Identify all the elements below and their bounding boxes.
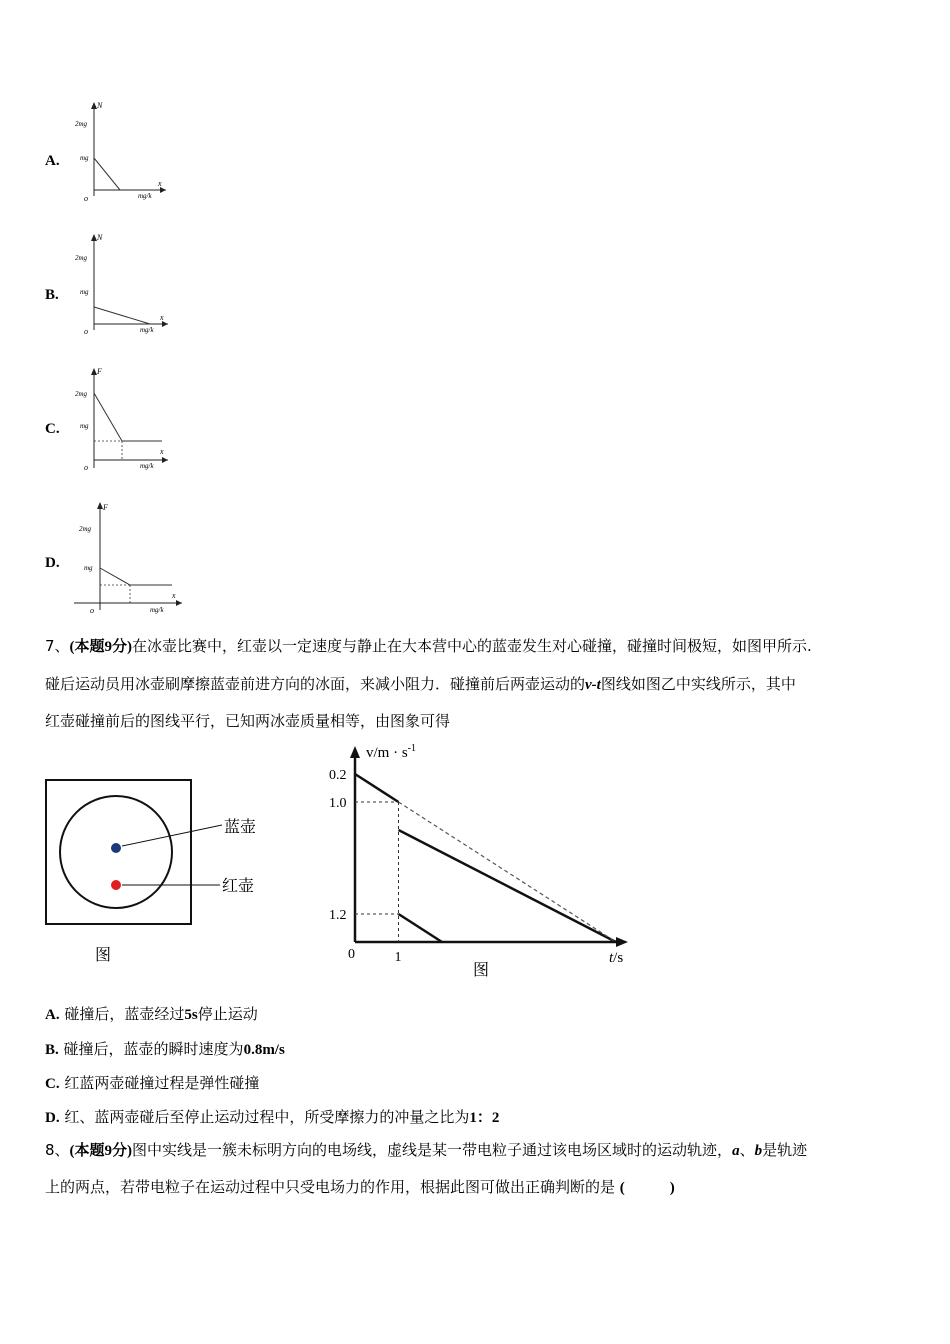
- q8-answer-blank[interactable]: ( ): [619, 1180, 675, 1196]
- blue-stone-label: 蓝壶: [224, 819, 257, 836]
- y-tick-label-0: 1.2: [329, 908, 347, 923]
- q8-line-1: 8、(本题9分)图中实线是一簇未标明方向的电场线，虚线是某一带电粒子通过该电场区域时的运动轨迹，a、b是轨迹: [45, 1141, 808, 1159]
- x-axis-arrow: [616, 937, 628, 947]
- origin-label: o: [90, 606, 94, 615]
- q7-line2b: 图线如图乙中实线所示，其中: [600, 675, 796, 693]
- series-red-extended: [399, 802, 617, 942]
- y-axis-label: N: [97, 101, 103, 110]
- series-blue-after: [399, 830, 617, 942]
- x-tick-mgk: mg/k: [138, 192, 152, 200]
- q8-points: (本题9分): [69, 1143, 133, 1159]
- q7-number: 7、: [45, 637, 70, 655]
- y-tick-mg: mg: [80, 154, 89, 162]
- y-tick-2mg: 2mg: [75, 120, 88, 128]
- x-tick-label-1: 1: [394, 950, 402, 965]
- y-tick-2mg: 2mg: [75, 390, 88, 398]
- vt-chart: [318, 740, 638, 982]
- y-tick-label-2: 0.2: [329, 768, 347, 783]
- y-tick-mg: mg: [84, 564, 93, 572]
- q7-vt: v-t: [585, 677, 601, 693]
- origin-label: o: [84, 327, 88, 336]
- q7-line-3: 红壶碰撞前后的图线平行，已知两冰壶质量相等，由图象可得: [45, 712, 451, 730]
- q7-line1-text: 在冰壶比赛中，红壶以一定速度与静止在大本营中心的蓝壶发生对心碰撞，碰撞时间极短，如图甲所示.: [132, 637, 812, 655]
- q8-number: 8、: [45, 1141, 70, 1159]
- q7-line2a: 碰后运动员用冰壶刷摩擦蓝壶前进方向的冰面，来减小阻力．碰撞前后两壶运动的: [45, 675, 586, 693]
- x-axis-label: x: [160, 447, 164, 456]
- q7-answer-a[interactable]: A. 碰撞后，蓝壶经过5s停止运动: [45, 1005, 258, 1023]
- y-axis-label: F: [103, 503, 108, 512]
- q7-answer-c[interactable]: C. 红蓝两壶碰撞过程是弹性碰撞: [45, 1074, 260, 1092]
- series-red-before: [355, 774, 399, 802]
- series-red-after: [399, 914, 443, 942]
- q8-point-b: b: [754, 1143, 763, 1159]
- x-axis-title: t/s: [609, 950, 624, 966]
- option-d-graph: [70, 498, 190, 620]
- option-d-letter: D.: [45, 555, 60, 571]
- option-a-letter: A.: [45, 153, 60, 169]
- y-axis-title: $v/m \cdot s^{-1}$: [366, 743, 417, 761]
- x-axis-label: x: [172, 591, 176, 600]
- option-c-letter: C.: [45, 421, 60, 437]
- x-tick-mgk: mg/k: [140, 326, 154, 334]
- q8-point-a: a: [732, 1143, 740, 1159]
- y-axis-label: F: [97, 367, 102, 376]
- y-tick-2mg: 2mg: [79, 525, 92, 533]
- q7-points: (本题9分): [69, 639, 133, 655]
- option-c-graph: [70, 364, 180, 474]
- q7-line-1: [45, 637, 812, 657]
- origin-label: o: [84, 194, 88, 203]
- option-a-graph: [70, 98, 180, 208]
- red-stone: [111, 880, 121, 890]
- origin-label: 0: [348, 947, 355, 962]
- option-b-graph: [70, 230, 180, 340]
- blue-stone: [111, 843, 121, 853]
- q8-line-2: 上的两点，若带电粒子在运动过程中只受电场力的作用，根据此图可做出正确判断的是 ( ): [45, 1178, 675, 1196]
- y-tick-2mg: 2mg: [75, 254, 88, 262]
- curling-figure: [40, 772, 280, 972]
- x-tick-mgk: mg/k: [150, 606, 164, 614]
- y-axis-arrow: [350, 746, 360, 758]
- q7-answer-d[interactable]: D. 红、蓝两壶碰后至停止运动过程中，所受摩擦力的冲量之比为1：2: [45, 1108, 500, 1126]
- y-tick-mg: mg: [80, 288, 89, 296]
- x-axis-label: x: [160, 313, 164, 322]
- y-tick-label-1: 1.0: [329, 796, 347, 811]
- y-axis-label: N: [97, 233, 103, 242]
- fig1-caption: 图: [95, 947, 112, 964]
- option-b-letter: B.: [45, 287, 59, 303]
- x-tick-mgk: mg/k: [140, 462, 154, 470]
- x-axis-label: x: [158, 179, 162, 188]
- origin-label: o: [84, 463, 88, 472]
- red-stone-label: 红壶: [222, 878, 255, 895]
- q7-answer-b[interactable]: B. 碰撞后，蓝壶的瞬时速度为0.8m/s: [45, 1040, 285, 1058]
- y-tick-mg: mg: [80, 422, 89, 430]
- q7-line-2: [45, 675, 796, 695]
- fig2-caption: 图: [473, 962, 490, 979]
